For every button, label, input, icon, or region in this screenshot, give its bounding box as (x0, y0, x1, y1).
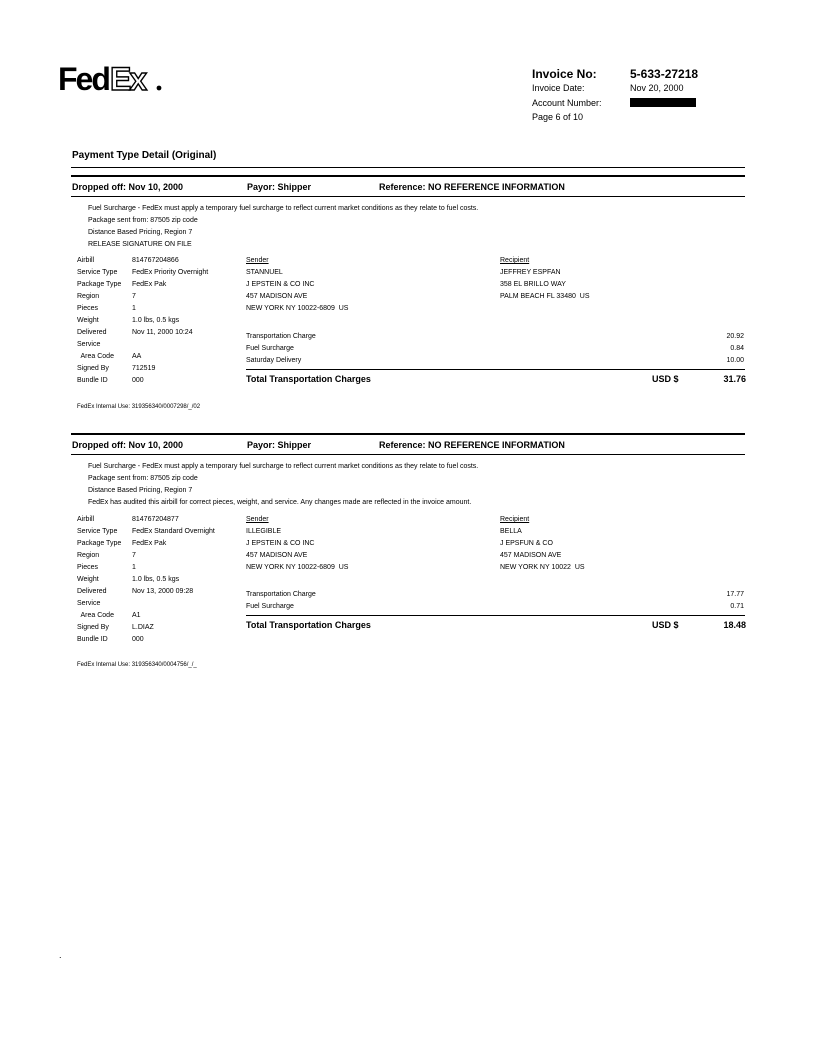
detail-label: Region (77, 293, 100, 300)
payor: Payor: Shipper (247, 182, 312, 192)
recipient-label: Recipient (500, 257, 530, 264)
charge-label: Saturday Delivery (246, 357, 302, 364)
detail-label: Package Type (77, 281, 122, 288)
detail-label: Airbill (77, 516, 95, 523)
section-title: Payment Type Detail (Original) (72, 150, 217, 161)
charge-label: Transportation Charge (246, 333, 316, 340)
detail-value: 1 (132, 305, 136, 312)
detail-value: FedEx Pak (132, 540, 167, 547)
detail-value: 000 (132, 377, 144, 384)
divider (71, 196, 745, 197)
charge-amount: 17.77 (726, 591, 744, 598)
detail-value: 000 (132, 636, 144, 643)
account-number-label: Account Number: (532, 98, 602, 108)
detail-value: 712519 (132, 365, 156, 372)
fedex-logo-ex: Ex (110, 61, 146, 96)
detail-value: 7 (132, 293, 136, 300)
divider (71, 454, 745, 455)
recipient-line: BELLA (500, 528, 522, 535)
fedex-logo-fed: Fed (58, 61, 109, 96)
detail-label: Delivered (77, 588, 107, 595)
sender-line: 457 MADISON AVE (246, 293, 308, 300)
note-line: Distance Based Pricing, Region 7 (88, 229, 193, 236)
dropped-off: Dropped off: Nov 10, 2000 (72, 440, 184, 450)
detail-label: Package Type (77, 540, 122, 547)
recipient-line: 358 EL BRILLO WAY (500, 281, 566, 288)
detail-value: 1.0 lbs, 0.5 kgs (132, 576, 180, 583)
note-line: Package sent from: 87505 zip code (88, 217, 198, 224)
recipient-line: 457 MADISON AVE (500, 552, 562, 559)
divider (71, 175, 745, 177)
detail-label: Signed By (77, 624, 109, 631)
sender-line: ILLEGIBLE (246, 528, 282, 535)
detail-value: 7 (132, 552, 136, 559)
detail-value: FedEx Priority Overnight (132, 269, 209, 276)
detail-value: 1 (132, 564, 136, 571)
detail-label: Weight (77, 317, 99, 324)
total-amount: 18.48 (723, 620, 746, 630)
charges-divider (246, 615, 745, 616)
currency: USD $ (652, 374, 679, 384)
detail-value: FedEx Standard Overnight (132, 528, 215, 535)
note-line: Fuel Surcharge - FedEx must apply a temporary fuel surcharge to reflect current market conditions as they relate to fuel costs. (88, 463, 479, 470)
sender-line: NEW YORK NY 10022-6809 US (246, 564, 349, 571)
sender-line: STANNUEL (246, 269, 283, 276)
charge-amount: 10.00 (726, 357, 744, 364)
payor: Payor: Shipper (247, 440, 312, 450)
reference: Reference: NO REFERENCE INFORMATION (379, 440, 565, 450)
recipient-line: JEFFREY ESPFAN (500, 269, 561, 276)
recipient-line: J EPSFUN & CO (500, 540, 553, 547)
detail-label: Weight (77, 576, 99, 583)
detail-value: AA (132, 353, 142, 360)
charge-amount: 20.92 (726, 333, 744, 340)
total-amount: 31.76 (723, 374, 746, 384)
recipient-label: Recipient (500, 516, 530, 523)
charge-label: Fuel Surcharge (246, 345, 294, 352)
detail-label: Region (77, 552, 100, 559)
detail-label: Pieces (77, 305, 99, 312)
charge-amount: 0.84 (730, 345, 744, 352)
detail-value: L.DIAZ (132, 624, 154, 631)
divider (71, 167, 745, 168)
internal-use: FedEx Internal Use: 319356340/0004756/_/_ (77, 662, 197, 668)
currency: USD $ (652, 620, 679, 630)
dropped-off: Dropped off: Nov 10, 2000 (72, 182, 184, 192)
sender-line: NEW YORK NY 10022-6809 US (246, 305, 349, 312)
detail-value: Nov 13, 2000 09:28 (132, 588, 194, 595)
detail-value: 814767204866 (132, 257, 179, 264)
page-indicator: Page 6 of 10 (532, 112, 584, 122)
charge-amount: 0.71 (730, 603, 744, 610)
charge-label: Fuel Surcharge (246, 603, 294, 610)
divider (71, 433, 745, 435)
detail-label: Signed By (77, 365, 109, 372)
fedex-logo (58, 60, 168, 96)
note-line: Package sent from: 87505 zip code (88, 475, 198, 482)
sender-line: J EPSTEIN & CO INC (246, 540, 315, 547)
detail-label: Area Code (77, 353, 114, 360)
detail-label: Pieces (77, 564, 99, 571)
detail-label: Bundle ID (77, 636, 108, 643)
detail-label: Bundle ID (77, 377, 108, 384)
detail-value: A1 (132, 612, 141, 619)
charges-divider (246, 369, 745, 370)
recipient-line: NEW YORK NY 10022 US (500, 564, 585, 571)
note-line: RELEASE SIGNATURE ON FILE (88, 241, 192, 248)
account-number-redaction (630, 98, 696, 107)
invoice-no: 5-633-27218 (630, 67, 699, 81)
detail-label: Service (77, 341, 101, 348)
detail-label: Service Type (77, 269, 118, 276)
recipient-line: PALM BEACH FL 33480 US (500, 293, 590, 300)
invoice-no-label: Invoice No: (532, 67, 597, 81)
footer-mark: . (59, 950, 62, 960)
charge-label: Transportation Charge (246, 591, 316, 598)
detail-label: Service (77, 600, 101, 607)
note-line: FedEx has audited this airbill for correct pieces, weight, and service. Any changes made are reflected in the invoice amount. (88, 499, 472, 506)
note-line: Distance Based Pricing, Region 7 (88, 487, 193, 494)
sender-line: J EPSTEIN & CO INC (246, 281, 315, 288)
detail-value: 814767204877 (132, 516, 179, 523)
detail-label: Delivered (77, 329, 107, 336)
sender-line: 457 MADISON AVE (246, 552, 308, 559)
reference: Reference: NO REFERENCE INFORMATION (379, 182, 565, 192)
detail-value: 1.0 lbs, 0.5 kgs (132, 317, 180, 324)
detail-label: Service Type (77, 528, 118, 535)
detail-label: Area Code (77, 612, 114, 619)
invoice-date: Nov 20, 2000 (630, 83, 684, 93)
detail-label: Airbill (77, 257, 95, 264)
detail-value: Nov 11, 2000 10:24 (132, 329, 193, 336)
detail-value: FedEx Pak (132, 281, 167, 288)
total-label: Total Transportation Charges (246, 620, 371, 630)
total-label: Total Transportation Charges (246, 374, 371, 384)
internal-use: FedEx Internal Use: 319356340/0007298/_/02 (77, 404, 201, 410)
sender-label: Sender (246, 257, 269, 264)
invoice-date-label: Invoice Date: (532, 83, 585, 93)
sender-label: Sender (246, 516, 269, 523)
note-line: Fuel Surcharge - FedEx must apply a temporary fuel surcharge to reflect current market conditions as they relate to fuel costs. (88, 205, 479, 212)
